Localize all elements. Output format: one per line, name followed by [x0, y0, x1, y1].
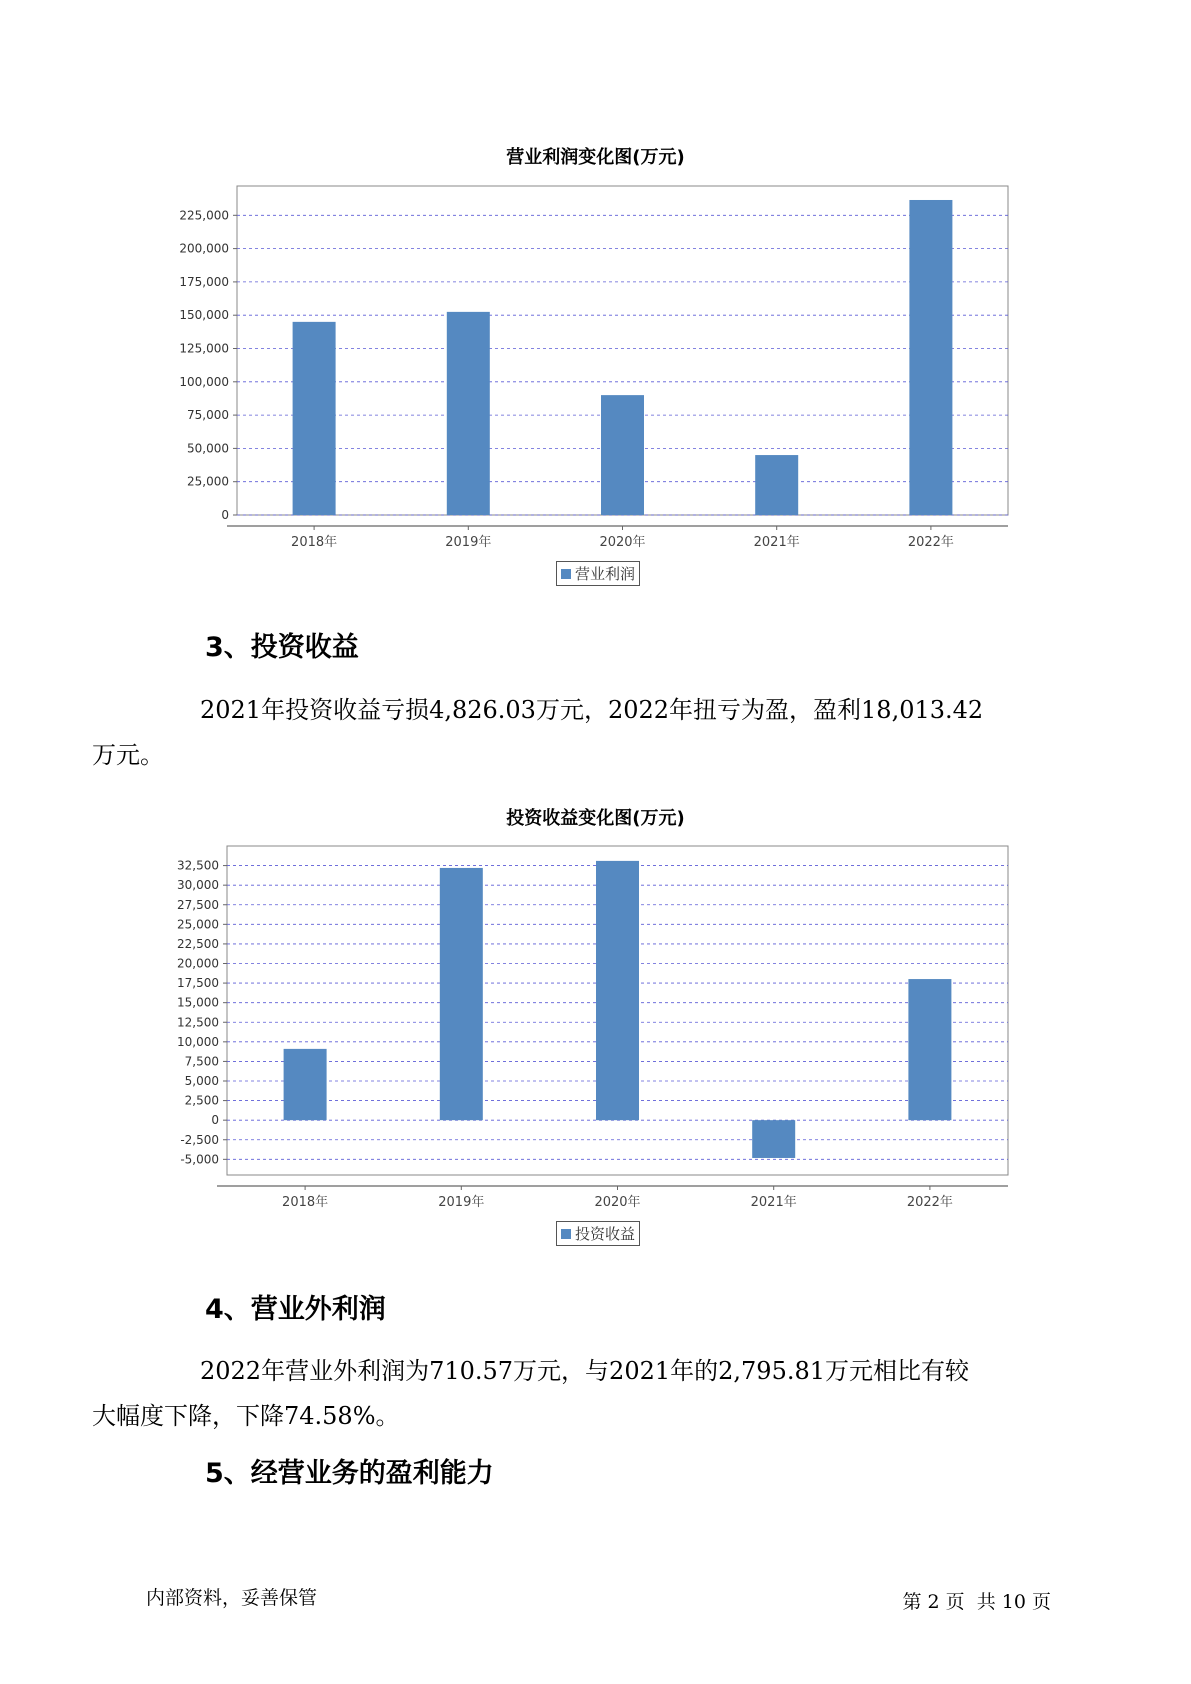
y-tick-label: 175,000: [179, 274, 229, 289]
bar: [908, 979, 951, 1120]
x-tick-label: 2019年: [438, 1195, 485, 1210]
bar: [752, 1120, 795, 1158]
y-tick-label: 25,000: [177, 917, 219, 932]
y-tick-label: 25,000: [187, 474, 229, 489]
y-tick-label: 2,500: [184, 1093, 219, 1108]
section-5-heading: 5、经营业务的盈利能力: [205, 1458, 494, 1489]
y-tick-label: 17,500: [177, 976, 219, 991]
y-tick-label: 5,000: [184, 1074, 219, 1088]
section-3-line2: 万元。: [92, 741, 164, 769]
footer-confidential-note: 内部资料，妥善保管: [146, 1587, 318, 1609]
section-4-heading: 4、营业外利润: [205, 1294, 386, 1325]
y-tick-label: 7,500: [184, 1054, 219, 1069]
y-tick-label: 15,000: [177, 995, 219, 1010]
x-tick-label: 2022年: [907, 535, 954, 550]
y-tick-label: 27,500: [177, 897, 219, 912]
chart2-legend-label: 投资收益: [575, 1225, 636, 1243]
chart1-title: 营业利润变化图(万元): [506, 147, 685, 168]
y-tick-label: 150,000: [179, 308, 229, 323]
x-tick-label: 2020年: [594, 1195, 641, 1210]
footer-page-number: 第 2 页 共 10 页: [902, 1591, 1051, 1613]
x-tick-label: 2020年: [599, 535, 646, 550]
x-tick-label: 2018年: [282, 1195, 329, 1210]
y-tick-label: 12,500: [177, 1015, 219, 1030]
y-tick-label: -5,000: [180, 1152, 219, 1167]
x-tick-label: 2022年: [906, 1195, 953, 1210]
y-tick-label: 0: [221, 508, 229, 522]
section-4-line1: 2022年营业外利润为710.57万元，与2021年的2,795.81万元相比有较: [200, 1357, 970, 1385]
chart2-legend: [556, 1221, 640, 1246]
legend-swatch: [561, 1229, 571, 1239]
bar: [440, 868, 483, 1120]
x-tick-label: 2021年: [750, 1195, 797, 1210]
x-tick-label: 2019年: [445, 535, 492, 550]
y-tick-label: 20,000: [177, 956, 219, 971]
x-tick-label: 2018年: [291, 535, 338, 550]
y-tick-label: 125,000: [179, 341, 229, 356]
chart1-legend-label: 营业利润: [575, 565, 636, 583]
y-tick-label: 200,000: [179, 241, 229, 256]
section-4-paragraph: [92, 1349, 1066, 1439]
y-tick-label: -2,500: [180, 1132, 219, 1147]
y-tick-label: 100,000: [179, 374, 229, 389]
y-tick-label: 22,500: [177, 936, 219, 951]
section-3-line1: 2021年投资收益亏损4,826.03万元，2022年扭亏为盈，盈利18,013.42: [200, 696, 984, 724]
y-tick-label: 50,000: [187, 441, 229, 456]
x-tick-label: 2021年: [753, 535, 800, 550]
section-3-heading: 3、投资收益: [205, 632, 359, 663]
chart2-title: 投资收益变化图(万元): [506, 808, 685, 829]
y-tick-label: 30,000: [177, 878, 219, 893]
bar: [596, 861, 639, 1120]
y-tick-label: 0: [211, 1113, 219, 1128]
y-tick-label: 225,000: [179, 208, 229, 223]
bar: [284, 1049, 327, 1120]
section-4-line2: 大幅度下降，下降74.58%。: [92, 1402, 400, 1430]
y-tick-label: 10,000: [177, 1034, 219, 1049]
y-tick-label: 75,000: [187, 408, 229, 423]
y-tick-label: 32,500: [177, 858, 219, 873]
